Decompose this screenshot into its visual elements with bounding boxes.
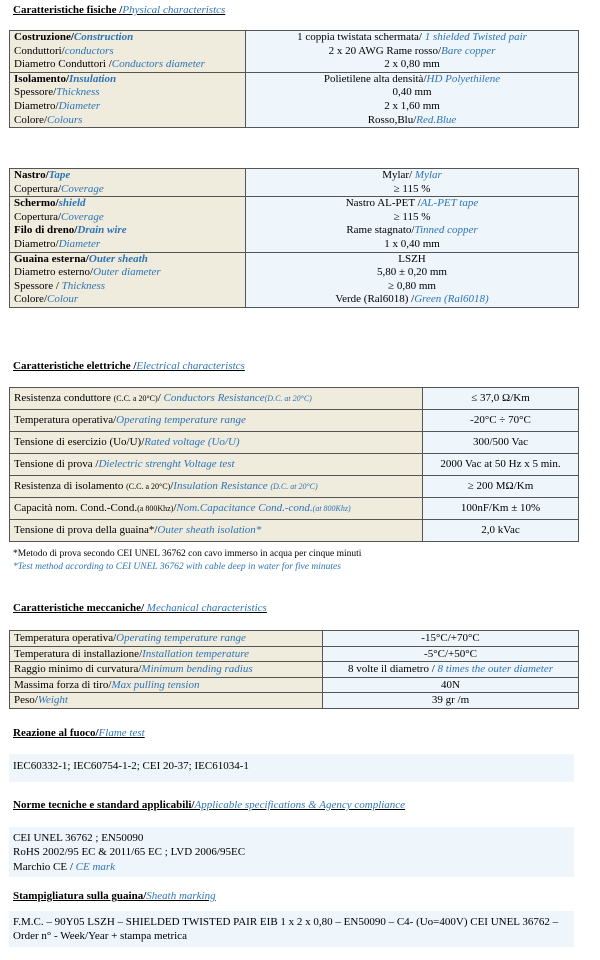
value-cell: [323, 693, 579, 709]
note-english: *Test method according to CEI UNEL 36762 with cable deep in water for five minutes: [13, 561, 341, 572]
physical-group: [10, 31, 579, 73]
property-cell: [10, 677, 323, 693]
label-italian: Tensione di esercizio (Uo/U)/: [14, 436, 145, 448]
marking-text: F.M.C. – 90Y05 LSZH – SHIELDED TWISTED PAIR EIB 1 x 2 x 0,80 – EN50090 – C4- (Uo=400V) CEI UNEL 36762 – Order n° - Week/Year + stampa metrica: [13, 916, 559, 943]
label-english: Thickness: [56, 86, 100, 99]
property-value: 2000 Vac at 50 Hz x 5 min.: [440, 458, 561, 470]
property-cell: [10, 631, 323, 647]
label-italian: Copertura/: [14, 182, 62, 195]
table-row: [10, 388, 579, 410]
label-english: Operating temperature range: [116, 414, 246, 426]
property-label: [14, 100, 241, 114]
label-italian: Diametro Conduttori /: [14, 58, 112, 71]
value-italian: Polietilene alta densità/: [323, 72, 427, 85]
property-label: [14, 114, 241, 128]
property-label: [14, 224, 241, 238]
label-italian: Diametro/: [14, 99, 59, 112]
property-value: [250, 58, 574, 72]
label-italian-note: (C.C. a 20°C): [126, 482, 171, 491]
value-italian: 2 x 1,60 mm: [384, 99, 440, 112]
property-label: [14, 211, 241, 225]
value-cell: [423, 476, 579, 498]
label-english: shield: [58, 197, 86, 210]
standards-line-2: RoHS 2002/95 EC & 2011/65 EC ; LVD 2006/95EC: [13, 846, 246, 859]
value-italian: Rame stagnato/: [346, 224, 415, 237]
property-value: 300/500 Vac: [472, 436, 529, 448]
property-label: [14, 183, 241, 197]
value-english: Green (Ral6018): [414, 293, 489, 306]
standards-title: Norme tecniche e standard applicabili/Applicable specifications & Agency compliance: [13, 799, 406, 811]
label-italian: Temperatura operativa/: [14, 414, 117, 426]
value-english: 1 shielded Twisted pair: [424, 31, 527, 43]
value-italian: 1 coppia twistata schermata/: [297, 31, 425, 43]
property-value: [250, 86, 574, 100]
label-italian: Tensione di prova della guaina*/: [14, 524, 158, 536]
label-english: Coverage: [61, 182, 104, 195]
property-value: [250, 114, 574, 128]
label-english: Drain wire: [77, 224, 127, 237]
property-value: 2,0 kVac: [481, 524, 520, 536]
value-cell: [246, 197, 579, 252]
value-italian: 1 x 0,40 mm: [384, 237, 440, 250]
property-value: [250, 266, 574, 280]
property-label: [14, 31, 241, 45]
label-italian: Resistenza di isolamento: [14, 480, 127, 492]
property-value: [250, 238, 574, 252]
label-italian: Schermo/: [14, 197, 59, 210]
label-italian: Costruzione/: [14, 31, 74, 43]
label-italian: Raggio minimo di curvatura/: [14, 663, 142, 676]
property-cell: [10, 410, 423, 432]
physical-group: [10, 72, 579, 127]
property-value: [250, 211, 574, 225]
label-english: Conductors diameter: [111, 58, 205, 71]
property-cell: [10, 498, 423, 520]
value-cell: [323, 677, 579, 693]
label-italian: Temperatura di installazione/: [14, 647, 143, 660]
property-label: [14, 169, 241, 183]
label-english: Max pulling tension: [111, 678, 200, 691]
label-italian-note: (a 800Khz): [137, 504, 174, 513]
property-label: [14, 238, 241, 252]
property-value: [250, 183, 574, 197]
value-italian: 2 x 20 AWG Rame rosso/: [328, 44, 442, 57]
property-label: [14, 266, 241, 280]
flame-title: Reazione al fuoco/Flame test: [13, 727, 145, 739]
value-cell: [423, 388, 579, 410]
property-value: [250, 31, 574, 45]
property-cell: [10, 476, 423, 498]
table-row: [10, 677, 579, 693]
value-english: Tinned copper: [414, 224, 478, 237]
value-cell: [246, 252, 579, 307]
standards-line-1: CEI UNEL 36762 ; EN50090: [13, 832, 144, 844]
flame-box: [9, 754, 574, 782]
property-label: [14, 86, 241, 100]
label-english: Rated voltage (Uo/U): [144, 436, 240, 448]
property-cell: [10, 662, 323, 678]
physical-group: [10, 252, 579, 307]
value-cell: [423, 432, 579, 454]
property-cell: [10, 432, 423, 454]
label-italian: Isolamento/: [14, 72, 69, 85]
property-cell: [10, 520, 423, 542]
table-row: [10, 631, 579, 647]
label-english: conductors: [64, 44, 114, 57]
value-cell: [423, 520, 579, 542]
label-italian: Resistenza conduttore: [14, 392, 114, 404]
label-italian: Spessore/: [14, 86, 57, 99]
mechanical-table: [9, 630, 579, 709]
value-italian: ≥ 0,80 mm: [388, 279, 436, 292]
label-italian: Diametro/: [14, 237, 59, 250]
label-italian: Conduttori/: [14, 44, 65, 57]
label-separator: /: [173, 502, 177, 514]
property-label: [14, 45, 241, 59]
value-italian: 0,40 mm: [392, 86, 432, 99]
value-cell: [323, 662, 579, 678]
property-value: ≥ 200 MΩ/Km: [467, 480, 534, 492]
label-english: Dielectric strenght Voltage test: [98, 458, 235, 470]
label-italian: Capacità nom. Cond.-Cond.: [14, 502, 138, 514]
label-separator: /: [170, 480, 174, 492]
property-cell: [10, 454, 423, 476]
property-value: ≤ 37,0 Ω/Km: [471, 392, 530, 404]
label-italian-note: (C.C. a 20°C): [113, 394, 158, 403]
value-italian: Rosso,Blu/: [367, 113, 417, 126]
standards-box: [9, 827, 574, 877]
marking-box: [9, 911, 574, 947]
physical-title: Caratteristiche fisiche /Physical characteristcs: [13, 4, 226, 16]
value-italian: 5,80 ± 0,20 mm: [377, 266, 447, 279]
table-row: [10, 693, 579, 709]
label-italian: Colore/: [14, 113, 47, 126]
value-italian: Nastro AL-PET /: [345, 197, 421, 210]
table-row: [10, 498, 579, 520]
value-italian: ≥ 115 %: [393, 182, 431, 195]
label-separator: /: [157, 392, 164, 404]
property-value: [250, 224, 574, 238]
label-english: Outer sheath: [88, 252, 148, 265]
value-english: 8 times the outer diameter: [437, 663, 553, 676]
property-cell: [10, 646, 323, 662]
property-cell: [10, 72, 246, 127]
label-english: Nom.Capacitance Cond.-cond.: [176, 502, 313, 514]
property-cell: [10, 693, 323, 709]
label-english: Diameter: [58, 99, 101, 112]
property-value: [250, 45, 574, 59]
label-english: Diameter: [58, 237, 101, 250]
value-english: Bare copper: [441, 44, 496, 57]
standards-line-3: Marchio CE / CE mark: [13, 860, 116, 873]
value-cell: [246, 72, 579, 127]
value-italian: ≥ 115 %: [393, 210, 431, 223]
value-italian: 8 volte il diametro /: [348, 663, 438, 676]
value-italian: -5°C/+50°C: [424, 647, 477, 660]
property-value: [250, 100, 574, 114]
label-english: Thickness: [61, 279, 106, 292]
value-italian: Mylar/: [382, 169, 415, 181]
table-row: [10, 520, 579, 542]
table-row: [10, 410, 579, 432]
table-row: [10, 454, 579, 476]
value-italian: 2 x 0,80 mm: [384, 58, 440, 71]
value-italian: LSZH: [398, 252, 426, 265]
flame-text: IEC60332-1; IEC60754-1-2; CEI 20-37; IEC61034-1: [13, 760, 249, 772]
label-italian: Filo di dreno/: [14, 224, 78, 237]
label-english: Colours: [47, 113, 83, 126]
label-english: Weight: [37, 694, 68, 707]
value-english: Red.Blue: [416, 113, 457, 126]
property-label: [14, 58, 241, 72]
property-value: 100nF/Km ± 10%: [460, 502, 541, 514]
label-italian: Guaina esterna/: [14, 252, 89, 265]
label-english: Operating temperature range: [116, 632, 246, 644]
property-label: [14, 280, 241, 294]
marking-title: Stampigliatura sulla guaina/Sheath marking: [13, 890, 216, 902]
property-value: [250, 253, 574, 267]
property-value: [250, 169, 574, 183]
table-row: [10, 662, 579, 678]
value-italian: -15°C/+70°C: [421, 632, 480, 644]
physical-table-2: [9, 168, 579, 308]
label-italian: Tensione di prova /: [14, 458, 99, 470]
property-label: [14, 253, 241, 267]
value-cell: [323, 646, 579, 662]
label-italian: Nastro/: [14, 169, 49, 181]
label-italian: Peso/: [14, 694, 38, 707]
note-italian: *Metodo di prova secondo CEI UNEL 36762 con cavo immerso in acqua per cinque minuti: [13, 549, 362, 559]
label-english: Outer sheath isolation*: [157, 524, 262, 536]
value-cell: [423, 410, 579, 432]
property-value: [250, 197, 574, 211]
label-english: Conductors Resistance: [163, 392, 265, 404]
label-italian: Diametro esterno/: [14, 266, 94, 279]
property-value: -20°C ÷ 70°C: [470, 414, 531, 426]
property-cell: [10, 31, 246, 73]
value-italian: 39 gr /m: [431, 694, 470, 707]
label-english: Outer diameter: [93, 266, 161, 279]
label-italian: Massima forza di tiro/: [14, 678, 112, 691]
label-italian: Spessore /: [14, 279, 62, 292]
electrical-title: Caratteristiche elettriche /Electrical characteristcs: [13, 360, 245, 372]
label-english: Insulation Resistance: [173, 480, 271, 492]
property-cell: [10, 169, 246, 197]
mechanical-title: Caratteristiche meccaniche/ Mechanical characteristics: [13, 602, 267, 614]
electrical-note: [13, 548, 361, 573]
label-italian: Temperatura operativa/: [14, 632, 117, 644]
value-cell: [423, 498, 579, 520]
label-english-note: (D.C. at 20°C): [264, 394, 312, 403]
value-english: Mylar: [414, 169, 442, 181]
value-italian: 40N: [441, 678, 460, 691]
label-english: Colour: [47, 293, 79, 306]
property-label: [14, 73, 241, 87]
value-italian: Verde (Ral6018) /: [335, 293, 415, 306]
value-cell: [246, 31, 579, 73]
value-english: AL-PET tape: [420, 197, 479, 210]
value-cell: [423, 454, 579, 476]
value-english: HD Polyethilene: [426, 72, 501, 85]
label-english: Coverage: [61, 210, 104, 223]
physical-table-1: [9, 30, 579, 128]
label-italian: Colore/: [14, 293, 47, 306]
property-label: [14, 293, 241, 307]
label-english: Minimum bending radius: [141, 663, 253, 676]
property-cell: [10, 197, 246, 252]
physical-group: [10, 197, 579, 252]
label-english: Construction: [73, 31, 134, 43]
label-english: Installation temperature: [142, 647, 249, 660]
label-english: Tape: [48, 169, 71, 181]
property-cell: [10, 252, 246, 307]
table-row: [10, 476, 579, 498]
property-cell: [10, 388, 423, 410]
label-english: Insulation: [69, 72, 117, 85]
property-value: [250, 280, 574, 294]
property-value: [250, 293, 574, 307]
value-cell: [246, 169, 579, 197]
label-english-note: (D.C. at 20°C): [270, 482, 318, 491]
property-label: [14, 197, 241, 211]
value-cell: [323, 631, 579, 647]
property-value: [250, 73, 574, 87]
electrical-table: [9, 387, 579, 542]
physical-group: [10, 169, 579, 197]
label-english-note: (at 800Khz): [312, 504, 351, 513]
label-italian: Copertura/: [14, 210, 62, 223]
table-row: [10, 646, 579, 662]
table-row: [10, 432, 579, 454]
